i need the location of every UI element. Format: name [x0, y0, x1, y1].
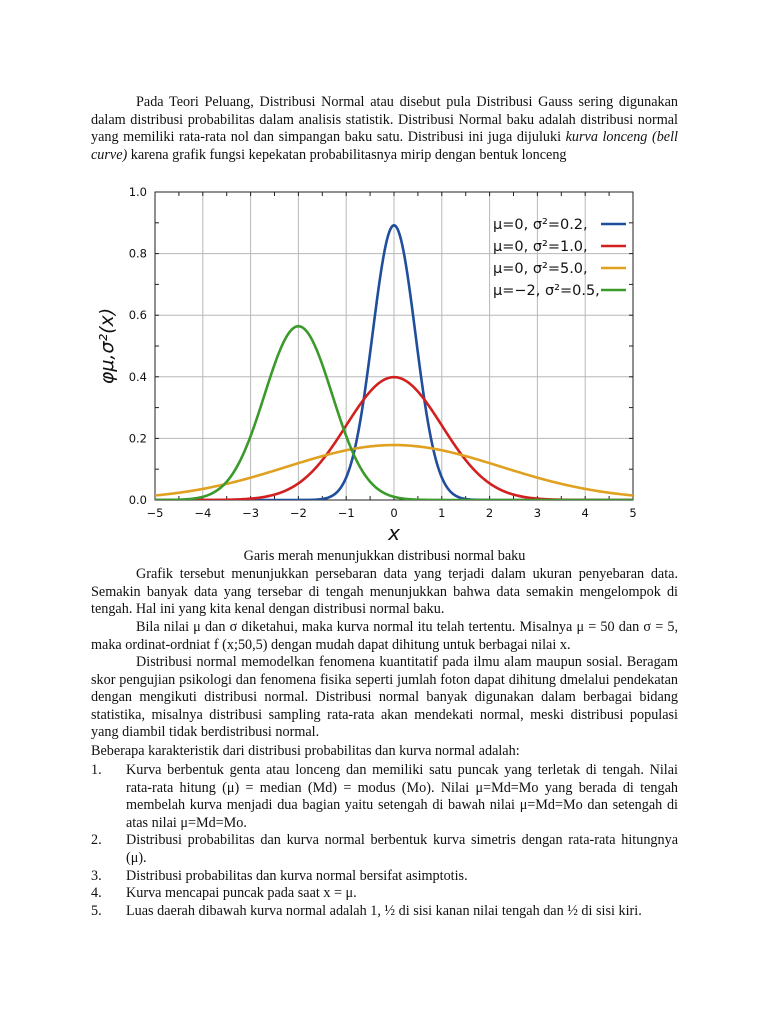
list-item — [91, 885, 678, 903]
intro-text: Pada Teori Peluang, Distribusi Normal atau disebut pula Distribusi Gauss sering digunakan dalam distribusi probabilitas dalam analisis statistik. Distribusi Normal baku adalah distribusi normal yang memiliki rata-rata nol dan simpangan baku satu. Distribusi ini juga dijuluki — [91, 94, 678, 146]
legend-label: μ=0, σ²=5.0, — [493, 261, 588, 277]
x-tick-label: 4 — [581, 506, 589, 520]
list-item-text: Kurva berbentuk genta atau lonceng dan memiliki satu puncak yang terletak di tengah. Nilai rata-rata hitung (μ) = median (Md) = modus (Mo). Nilai μ=Md=Mo yang berada di tengah membelah kurva menjadi dua bagian yaitu setengah di bawah nilai μ=Md=Mo dan setengah di atas nilai μ=Md=Mo. — [126, 762, 678, 831]
paragraph-applications: Distribusi normal memodelkan fenomena kuantitatif pada ilmu alam maupun sosial. Beragam skor pengujian psikologi dan fenomena fisika seperti jumlah foton dapat dihitung dmelalui pendekatan dengan mengikuti distribusi normal. Distribusi normal banyak digunakan dalam berbagai bidang statistika, misalnya distribusi sampling rata-rata akan mendekati normal, meski distribusi populasi yang diambil tidak berdistribusi normal. — [91, 654, 678, 741]
x-tick-label: −1 — [337, 506, 355, 520]
list-item-number: 3. — [91, 867, 102, 884]
y-tick-label: 0.2 — [128, 431, 147, 446]
x-tick-label: −3 — [242, 506, 260, 520]
y-tick-label: 0.8 — [128, 246, 147, 261]
intro-text-end: karena grafik fungsi kepekatan probabilitasnya mirip dengan bentuk lonceng — [127, 146, 567, 163]
list-item-text: Luas daerah dibawah kurva normal adalah 1, ½ di sisi kanan nilai tengah dan ½ di sisi kiri. — [126, 902, 642, 919]
list-item-number: 1. — [91, 762, 102, 778]
legend-label: μ=0, σ²=1.0, — [493, 239, 588, 255]
list-intro: Beberapa karakteristik dari distribusi probabilitas dan kurva normal adalah: — [91, 743, 520, 759]
paragraph-mu-sigma: Bila nilai μ dan σ diketahui, maka kurva normal itu telah tertentu. Misalnya μ = 50 dan σ = 5, maka ordinat-ordniat f (x;50,5) dengan mudah dapat dihitung untuk berbagai nilai x. — [91, 619, 678, 653]
paragraph-spread: Grafik tersebut menunjukkan persebaran data yang terjadi dalam ukuran penyebaran data. Semakin banyak data yang tersebar di tengah menunjukkan bahwa data semakin mengelompok di tengah. Hal ini yang kita kenal dengan distribusi normal baku. — [91, 566, 678, 618]
y-tick-label: 0.4 — [128, 369, 147, 384]
y-tick-label: 0.6 — [128, 308, 147, 323]
y-tick-label: 0.0 — [128, 493, 147, 507]
list-item-number: 2. — [91, 832, 102, 849]
legend-label: μ=0, σ²=0.2, — [493, 217, 588, 233]
x-tick-label: 0 — [390, 506, 398, 520]
x-tick-label: −4 — [194, 506, 212, 520]
list-item — [91, 903, 678, 921]
x-axis-label: x — [388, 521, 400, 545]
list-item — [91, 868, 678, 886]
x-tick-label: −5 — [146, 506, 164, 520]
x-tick-label: 5 — [629, 506, 637, 520]
chart-svg — [91, 183, 678, 545]
list-item-text: Distribusi probabilitas dan kurva normal bersifat asimptotis. — [126, 867, 468, 884]
y-tick-label: 1.0 — [128, 185, 147, 199]
y-axis-label: φμ,σ²(x) — [96, 307, 118, 385]
list-item-text: Distribusi probabilitas dan kurva normal berbentuk kurva simetris dengan rata-rata hitungnya (μ). — [126, 832, 678, 866]
intro-italic-term: kurva lonceng (bell curve) — [91, 129, 678, 163]
characteristics-list — [91, 762, 678, 920]
x-tick-label: 3 — [533, 506, 542, 520]
list-item-number: 4. — [91, 885, 102, 902]
x-tick-label: 2 — [485, 506, 494, 520]
chart-caption: Garis merah menunjukkan distribusi normal baku — [243, 548, 526, 564]
list-item-number: 5. — [91, 902, 102, 919]
legend-label: μ=−2, σ²=0.5, — [493, 283, 600, 299]
x-tick-label: 1 — [438, 506, 446, 520]
list-item-text: Kurva mencapai puncak pada saat x = μ. — [126, 885, 357, 902]
list-item — [91, 762, 678, 832]
normal-distribution-chart — [91, 183, 678, 545]
x-tick-label: −2 — [289, 506, 307, 520]
chart-legend — [493, 217, 626, 299]
list-item — [91, 832, 678, 867]
intro-paragraph — [91, 94, 678, 164]
